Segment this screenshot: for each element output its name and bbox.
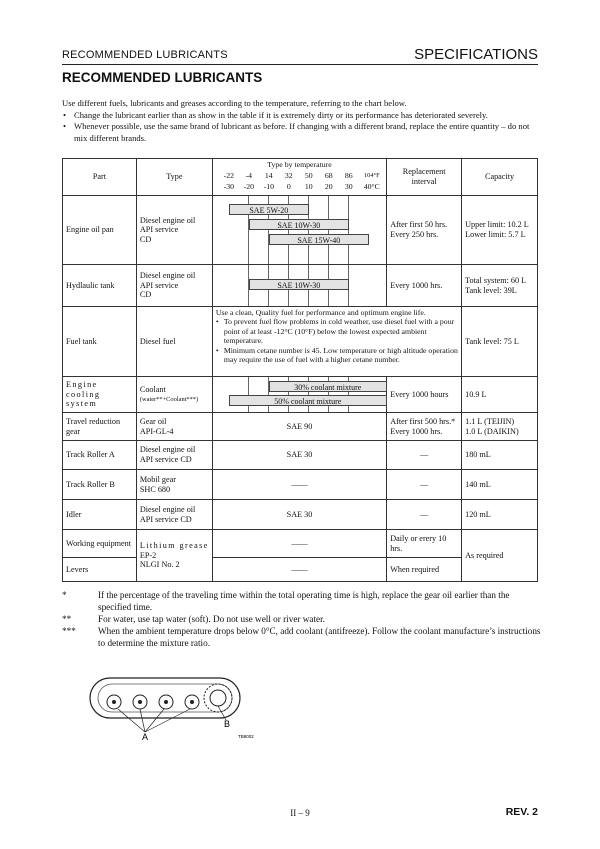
table-row xyxy=(63,530,538,558)
type-cell: Diesel fuel xyxy=(136,307,212,377)
header-type: Type xyxy=(136,159,212,196)
footnote-text: If the percentage of the traveling time within the total operating time is high, replace the gear oil earlier than the specified time. xyxy=(98,590,510,612)
grade-cell: SAE 90 xyxy=(212,413,386,441)
oil-grade-bar: SAE 10W-30 xyxy=(249,279,349,290)
capacity-cell: 180 mL xyxy=(462,441,538,470)
part-cell: Levers xyxy=(63,558,137,582)
temp-c-label: -20 xyxy=(243,182,255,191)
interval-cell: — xyxy=(387,470,462,500)
temp-chart-cell xyxy=(212,377,386,413)
interval-cell: When required xyxy=(387,558,462,582)
temp-c-label: 30 xyxy=(344,182,353,191)
header-section-title: RECOMMENDED LUBRICANTS xyxy=(62,49,228,61)
type-line: Gear oil xyxy=(139,416,167,426)
type-cell xyxy=(136,470,212,500)
page-number: II – 9 xyxy=(290,808,310,818)
footnote-text: For water, use tap water (soft). Do not use well or river water. xyxy=(98,614,325,624)
part-cell: Track Roller A xyxy=(63,441,137,470)
capacity-cell xyxy=(462,196,538,265)
table-row xyxy=(63,265,538,307)
grade-cell: —— xyxy=(212,558,386,582)
interval-cell xyxy=(387,196,462,265)
type-line: NLGI No. 2 xyxy=(139,560,180,570)
table-header-row xyxy=(63,159,538,196)
temp-c-label: 10 xyxy=(304,182,313,191)
temp-c-unit: 40°C xyxy=(363,182,380,191)
footnote xyxy=(62,589,542,613)
page-header xyxy=(62,44,538,65)
footnotes xyxy=(62,589,542,649)
fuel-note-bullet: • Minimum cetane number is 45. Low temperature or high altitude operation may require the use of fuel with a higher cetane number. xyxy=(215,345,458,365)
type-line: API service xyxy=(139,225,179,235)
fuel-note-lead: Use a clean, Quality fuel for performance and optimum engine life. xyxy=(215,308,426,317)
interval-line: Every 1000 hrs. xyxy=(390,426,443,436)
oil-grade-bar: SAE 15W-40 xyxy=(269,234,369,245)
capacity-cell: As required xyxy=(462,530,538,582)
temp-f-label: 14 xyxy=(264,171,273,180)
type-line: CD xyxy=(139,234,152,244)
diagram-code: TB8002 xyxy=(238,734,254,739)
grade-cell: SAE 30 xyxy=(212,500,386,530)
intro-bullet: • Change the lubricant earlier than as show in the table if it is extremely dirty or its performance has deteriorated severely. xyxy=(62,110,542,122)
capacity-cell xyxy=(462,413,538,441)
footnote xyxy=(62,625,542,649)
type-line: API-GL-4 xyxy=(139,426,174,436)
interval-cell: — xyxy=(387,500,462,530)
capacity-line: Total system: 60 L xyxy=(465,275,527,285)
type-cell xyxy=(136,500,212,530)
table-row xyxy=(63,377,538,413)
diagram-label-b: B xyxy=(224,719,231,729)
temp-chart-cell xyxy=(212,196,386,265)
temp-f-label: 32 xyxy=(284,171,293,180)
capacity-line: Tank level: 39L xyxy=(465,285,517,295)
grade-cell: —— xyxy=(212,530,386,558)
interval-cell: — xyxy=(387,441,462,470)
interval-line: After first 500 hrs.* xyxy=(390,416,456,426)
temp-f-label: -22 xyxy=(223,171,235,180)
capacity-line: 1.0 L (DAIKIN) xyxy=(465,426,519,436)
part-cell: Engine cooling system xyxy=(63,377,137,413)
type-cell xyxy=(136,441,212,470)
temp-f-label: -4 xyxy=(245,171,253,180)
table-row xyxy=(63,196,538,265)
part-cell: Fuel tank xyxy=(63,307,137,377)
footnote-mark: * xyxy=(62,590,67,600)
table-row xyxy=(63,470,538,500)
capacity-cell: 120 mL xyxy=(462,500,538,530)
header-part: Part xyxy=(63,159,137,196)
temp-f-label: 86 xyxy=(344,171,353,180)
temp-c-label: 0 xyxy=(286,182,291,191)
part-cell: Idler xyxy=(63,500,137,530)
capacity-cell xyxy=(462,265,538,307)
fuel-note-bullet-text: Minimum cetane number is 45. Low temperature or high altitude operation may require the use of fuel with a higher cetane number. xyxy=(223,345,458,365)
type-line: API service CD xyxy=(139,514,192,524)
temp-chart-cell xyxy=(212,265,386,307)
type-line: CD xyxy=(139,290,152,300)
intro-lead: Use different fuels, lubricants and greases according to the temperature, referring to the chart below. xyxy=(62,98,407,108)
oil-grade-bar: SAE 10W-30 xyxy=(249,219,349,230)
table-row xyxy=(63,307,538,377)
temp-c-label: -30 xyxy=(223,182,235,191)
capacity-line: Upper limit: 10.2 L xyxy=(465,220,529,230)
type-line: Lithium grease xyxy=(139,541,209,551)
capacity-cell: 10.9 L xyxy=(462,377,538,413)
type-line: EP-2 xyxy=(139,550,157,560)
part-cell: Track Roller B xyxy=(63,470,137,500)
header-chapter-title: SPECIFICATIONS xyxy=(414,46,538,63)
interval-line: Every 250 hrs. xyxy=(390,230,439,239)
type-line: (water**+Coolant***) xyxy=(139,395,199,403)
temp-heading: Type by temperature xyxy=(267,160,332,169)
temp-f-label: 50 xyxy=(304,171,313,180)
oil-grade-bar: SAE 5W-20 xyxy=(229,204,309,215)
interval-line: After first 50 hrs. xyxy=(390,220,448,230)
intro-text xyxy=(62,98,542,144)
part-cell: Engine oil pan xyxy=(63,196,137,265)
intro-bullets xyxy=(62,110,542,145)
header-temperature xyxy=(212,159,386,196)
type-cell xyxy=(136,196,212,265)
capacity-cell: Tank level: 75 L xyxy=(462,307,538,377)
intro-bullet: • Whenever possible, use the same brand of lubricant as before. If changing with a different brand, replace the entire quantity – do not mix different brands. xyxy=(62,121,542,144)
lubricants-table xyxy=(62,158,538,582)
interval-cell: Daily or erery 10 hrs. xyxy=(387,530,462,558)
temp-f-label: 68 xyxy=(324,171,333,180)
temp-f-unit: 104°F xyxy=(363,172,380,179)
coolant-bar: 50% coolant mixture xyxy=(229,395,387,406)
fuel-note-bullet: • To prevent fuel flow problems in cold weather, use diesel fuel with a pour point of at least -12°C (10°F) below the lowest expected ambient temperature. xyxy=(215,317,455,346)
table-row xyxy=(63,413,538,441)
coolant-bar: 30% coolant mixture xyxy=(269,381,387,392)
grade-cell: SAE 30 xyxy=(212,441,386,470)
part-cell: Working equipment xyxy=(63,530,137,558)
type-line: Diesel engine oil xyxy=(139,271,196,281)
diagram-label-a: A xyxy=(142,732,149,742)
type-line: Coolant xyxy=(139,384,166,394)
table-row xyxy=(63,441,538,470)
fuel-note-cell xyxy=(212,307,461,377)
interval-cell: Every 1000 hrs. xyxy=(387,265,462,307)
type-cell xyxy=(136,377,212,413)
type-line: Mobil gear xyxy=(139,474,177,484)
fuel-note-bullet-text: To prevent fuel flow problems in cold weather, use diesel fuel with a pour point of at least -12°C (10°F) below the lowest expected ambient temperature. xyxy=(223,317,455,346)
temp-c-label: -10 xyxy=(263,182,275,191)
interval-cell: Every 1000 hours xyxy=(387,377,462,413)
type-cell xyxy=(136,413,212,441)
type-cell xyxy=(136,530,212,582)
revision: REV. 2 xyxy=(505,806,538,818)
part-cell: Travel reduction gear xyxy=(63,413,137,441)
temp-c-label: 20 xyxy=(324,182,333,191)
header-interval: Replacement interval xyxy=(387,159,462,196)
type-line: Diesel engine oil xyxy=(139,504,196,514)
type-line: Diesel engine oil xyxy=(139,215,196,225)
type-line: API service xyxy=(139,280,179,290)
grade-cell: —— xyxy=(212,470,386,500)
header-capacity: Capacity xyxy=(462,159,538,196)
table-row xyxy=(63,500,538,530)
track-diagram xyxy=(88,672,268,744)
capacity-line: 1.1 L (TEIJIN) xyxy=(465,416,515,426)
footnote-mark: *** xyxy=(62,626,76,636)
type-line: API service CD xyxy=(139,455,192,464)
interval-cell xyxy=(387,413,462,441)
type-line: Diesel engine oil xyxy=(139,445,196,455)
page-title: RECOMMENDED LUBRICANTS xyxy=(62,70,263,85)
footnote-text: When the ambient temperature drops below 0°C, add coolant (antifreeze). Follow the coolant manufacture’s instructions to determine the mixture ratio. xyxy=(98,626,541,648)
part-cell: Hydlaulic tank xyxy=(63,265,137,307)
type-line: SHC 680 xyxy=(139,484,171,494)
type-cell xyxy=(136,265,212,307)
footnote-mark: ** xyxy=(62,614,72,624)
capacity-line: Lower limit: 5.7 L xyxy=(465,230,526,239)
capacity-cell: 140 mL xyxy=(462,470,538,500)
footnote xyxy=(62,613,542,625)
